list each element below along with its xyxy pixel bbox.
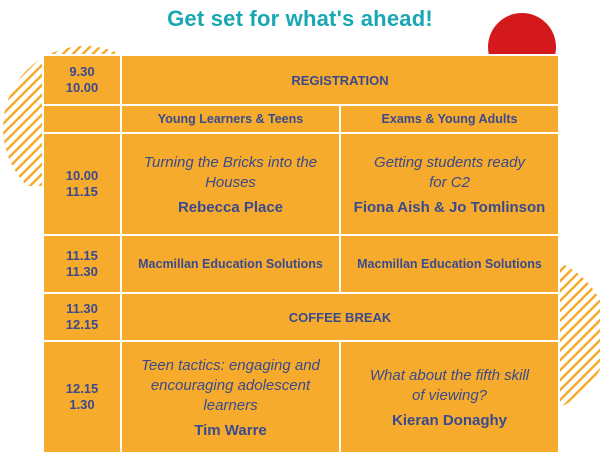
speaker-name: Tim Warre [194, 421, 267, 439]
time-end: 1.30 [69, 397, 95, 412]
talk-title-line: learners [203, 396, 258, 414]
talk-title-line: Turning the Bricks into the [143, 153, 318, 171]
column-header-young-learners: Young Learners & Teens [121, 105, 340, 133]
solutions-cell: Macmillan Education Solutions [121, 235, 340, 293]
talk-title-line: for C2 [429, 173, 470, 191]
session-cell [121, 133, 340, 235]
time-cell [43, 133, 121, 235]
time-end: 11.15 [66, 184, 98, 199]
time-end: 10.00 [65, 80, 99, 95]
talk-title-line: Houses [205, 173, 256, 191]
session-cell [340, 133, 559, 235]
session-cell [121, 341, 340, 453]
time-start: 10.00 [65, 168, 99, 183]
table-row [43, 293, 559, 341]
time-end: 11.30 [66, 264, 98, 279]
column-header-exams: Exams & Young Adults [340, 105, 559, 133]
talk-title-line: What about the fifth skill [369, 366, 530, 384]
talk-title-line: Getting students ready [374, 153, 525, 171]
registration-cell: REGISTRATION [121, 55, 559, 105]
speaker-name: Fiona Aish & Jo Tomlinson [353, 198, 546, 216]
empty-header-cell [43, 105, 121, 133]
table-row [43, 235, 559, 293]
time-cell [43, 55, 121, 105]
time-start: 9.30 [69, 64, 95, 79]
time-cell [43, 235, 121, 293]
talk-title-line: Teen tactics: engaging and [141, 356, 320, 374]
talk-title-line: encouraging adolescent [150, 376, 311, 394]
table-header-row [43, 105, 559, 133]
time-start: 11.30 [66, 301, 98, 316]
time-cell [43, 293, 121, 341]
talk-title-line: of viewing? [411, 386, 488, 404]
session-cell [340, 341, 559, 453]
schedule-table [42, 54, 560, 454]
table-row [43, 133, 559, 235]
table-row [43, 341, 559, 453]
time-start: 12.15 [65, 381, 99, 396]
speaker-name: Kieran Donaghy [391, 411, 508, 429]
time-cell [43, 341, 121, 453]
table-row [43, 55, 559, 105]
page-title: Get set for what's ahead! [167, 6, 433, 31]
time-end: 12.15 [65, 317, 99, 332]
coffee-break-cell: COFFEE BREAK [121, 293, 559, 341]
speaker-name: Rebecca Place [177, 198, 284, 216]
solutions-cell: Macmillan Education Solutions [340, 235, 559, 293]
time-start: 11.15 [66, 248, 98, 263]
